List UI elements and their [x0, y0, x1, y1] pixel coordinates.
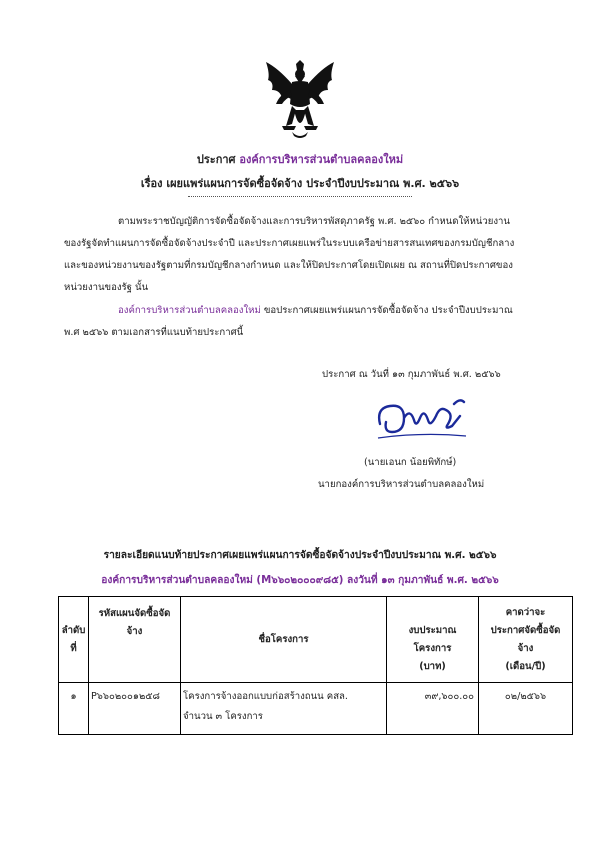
- header-budget: [387, 597, 479, 683]
- attachment-title: รายละเอียดแนบท้ายประกาศเผยแพร่แผนการจัดซื้อจัดจ้างประจำปีงบประมาณ พ.ศ. ๒๕๖๖: [103, 550, 497, 561]
- cell-project-line2: จำนวน ๓ โครงการ: [183, 711, 263, 722]
- header-seq-line1: ลำดับ: [61, 624, 86, 636]
- header-seq: [59, 597, 89, 683]
- header-code-line1: รหัสแผนจัดซื้อจัด: [98, 608, 171, 619]
- cell-code: P๖๖๐๒๐๐๑๒๕๘: [89, 683, 181, 735]
- header-expected-line4: (เดือน/ปี): [505, 660, 546, 672]
- header-project: ชื่อโครงการ: [181, 597, 387, 683]
- para2-org-name: องค์การบริหารส่วนตำบลคลองใหม่: [118, 305, 261, 316]
- attachment-subtitle: องค์การบริหารส่วนตำบลคลองใหม่ (M๖๖๐๒๐๐๐๙๘๕) ลงวันที่ ๑๓ กุมภาพันธ์ พ.ศ. ๒๕๖๖: [101, 575, 499, 586]
- procurement-plan-table: [58, 596, 573, 735]
- para2-line1-rest: ขอประกาศเผยแพร่แผนการจัดซื้อจัดจ้าง ประจำปีงบประมาณ: [260, 305, 513, 316]
- header-budget-line1: งบประมาณ: [408, 625, 457, 636]
- announcement-org-name: องค์การบริหารส่วนตำบลคลองใหม่: [239, 153, 404, 166]
- signature-icon: [374, 396, 470, 442]
- para2-line1: [118, 300, 513, 322]
- para1-line2: ของรัฐจัดทำแผนการจัดซื้อจัดจ้างประจำปี และประกาศเผยแพร่ในระบบเครือข่ายสารสนเทศของกรมบัญชีกลาง: [64, 238, 515, 249]
- header-code-line2: จ้าง: [126, 626, 143, 637]
- cell-project: [181, 683, 387, 735]
- header-budget-line2: โครงการ: [413, 643, 452, 654]
- header-budget-line3: (บาท): [419, 661, 446, 672]
- header-code: [89, 597, 181, 683]
- cell-expected: ๐๒/๒๕๖๖: [479, 683, 573, 735]
- table-row: [59, 683, 573, 735]
- para1-line3: และของหน่วยงานของรัฐตามที่กรมบัญชีกลางกำหนด และให้ปิดประกาศโดยเปิดเผย ณ สถานที่ปิดประกาศของ: [64, 260, 513, 271]
- para1-line1: ตามพระราชบัญญัติการจัดซื้อจัดจ้างและการบริหารพัสดุภาครัฐ พ.ศ. ๒๕๖๐ กำหนดให้หน่วยงาน: [118, 216, 510, 227]
- header-expected-line1: คาดว่าจะ: [505, 606, 546, 618]
- cell-seq: ๑: [59, 683, 89, 735]
- para1-line4: หน่วยงานของรัฐ นั้น: [64, 282, 149, 293]
- header-expected-line2: ประกาศจัดซื้อจัด: [490, 624, 561, 636]
- date-line: ประกาศ ณ วันที่ ๑๓ กุมภาพันธ์ พ.ศ. ๒๕๖๖: [322, 369, 501, 380]
- header-expected-line3: จ้าง: [517, 642, 534, 654]
- para2-line2: พ.ศ ๒๕๖๖ ตามเอกสารที่แนบท้ายประกาศนี้: [64, 327, 244, 338]
- dotted-divider: [188, 196, 412, 197]
- announcement-prefix: ประกาศ: [196, 153, 236, 166]
- announcement-subject: เรื่อง เผยแพร่แผนการจัดซื้อจัดจ้าง ประจำปีงบประมาณ พ.ศ. ๒๕๖๖: [140, 177, 460, 190]
- garuda-emblem-icon: [262, 60, 338, 140]
- cell-budget: ๓๙,๖๐๐.๐๐: [387, 683, 479, 735]
- cell-project-line1: โครงการจ้างออกแบบก่อสร้างถนน คสล.: [183, 691, 348, 702]
- signer-title: นายกองค์การบริหารส่วนตำบลคลองใหม่: [318, 479, 485, 490]
- header-seq-line2: ที่: [70, 642, 77, 654]
- header-expected: [479, 597, 573, 683]
- signer-name: (นายเอนก น้อยพิทักษ์): [364, 457, 457, 468]
- announcement-title: [0, 150, 600, 168]
- table-header-row: [59, 597, 573, 683]
